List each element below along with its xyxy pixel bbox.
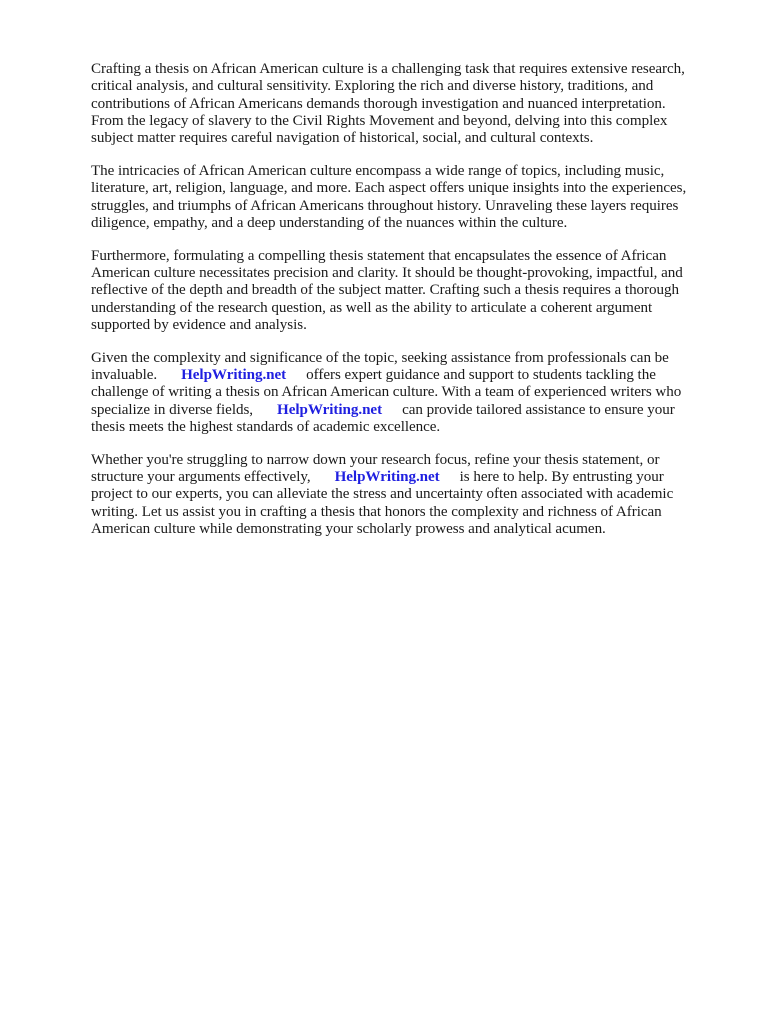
paragraph-intro (91, 61, 721, 147)
text-line: The intricacies of African American culture encompass a wide range of topics, including music, (91, 162, 665, 179)
text-line: writing. Let us assist you in crafting a thesis that honors the complexity and richness of African (91, 503, 662, 520)
text-line: Given the complexity and significance of the topic, seeking assistance from professionals can be (91, 349, 669, 366)
text-line: American culture necessitates precision and clarity. It should be thought-provoking, impactful, and (91, 264, 683, 281)
text-segment: offers expert guidance and support to students tackling the (306, 366, 656, 383)
text-segment: is here to help. By entrusting your (459, 468, 664, 485)
text-line (91, 402, 721, 419)
text-segment: can provide tailored assistance to ensure your (402, 401, 675, 418)
text-line: struggles, and triumphs of African Americans throughout history. Unraveling these layers requires (91, 197, 679, 214)
text-line: challenge of writing a thesis on African American culture. With a team of experienced writers who (91, 384, 682, 401)
text-line: critical analysis, and cultural sensitivity. Exploring the rich and diverse history, traditions, and (91, 78, 654, 95)
text-line: understanding of the research question, as well as the ability to articulate a coherent argument (91, 299, 653, 316)
text-line: contributions of African Americans demands thorough investigation and nuanced interpretation. (91, 95, 666, 112)
text-line: From the legacy of slavery to the Civil Rights Movement and beyond, delving into this complex (91, 112, 668, 129)
text-line (91, 367, 721, 384)
text-line: Whether you're struggling to narrow down your research focus, refine your thesis statement, or (91, 451, 660, 468)
text-line: reflective of the depth and breadth of the subject matter. Crafting such a thesis requires a thorough (91, 282, 680, 299)
helpwriting-link[interactable]: HelpWriting.net (334, 468, 440, 485)
text-segment: structure your arguments effectively, (91, 468, 311, 485)
paragraph-intricacies (91, 163, 721, 232)
text-line: diligence, empathy, and a deep understanding of the nuances within the culture. (91, 214, 568, 231)
text-segment: specialize in diverse fields, (91, 401, 254, 418)
paragraph-assistance (91, 350, 721, 436)
text-line: subject matter requires careful navigation of historical, social, and cultural contexts. (91, 130, 594, 147)
text-segment: invaluable. (91, 366, 158, 383)
paragraph-thesis-statement (91, 248, 721, 334)
text-line: literature, art, religion, language, and more. Each aspect offers unique insights into the experiences, (91, 180, 687, 197)
text-line: Crafting a thesis on African American culture is a challenging task that requires extensive research, (91, 61, 685, 77)
helpwriting-link[interactable]: HelpWriting.net (181, 366, 287, 383)
text-line: supported by evidence and analysis. (91, 316, 307, 333)
helpwriting-link[interactable]: HelpWriting.net (277, 401, 383, 418)
text-line: thesis meets the highest standards of academic excellence. (91, 418, 441, 435)
document-page (91, 61, 721, 554)
text-line: American culture while demonstrating your scholarly prowess and analytical acumen. (91, 520, 606, 537)
text-line (91, 469, 721, 486)
text-line: Furthermore, formulating a compelling thesis statement that encapsulates the essence of African (91, 247, 667, 264)
text-line: project to our experts, you can alleviate the stress and uncertainty often associated with academic (91, 486, 674, 503)
paragraph-closing (91, 452, 721, 538)
